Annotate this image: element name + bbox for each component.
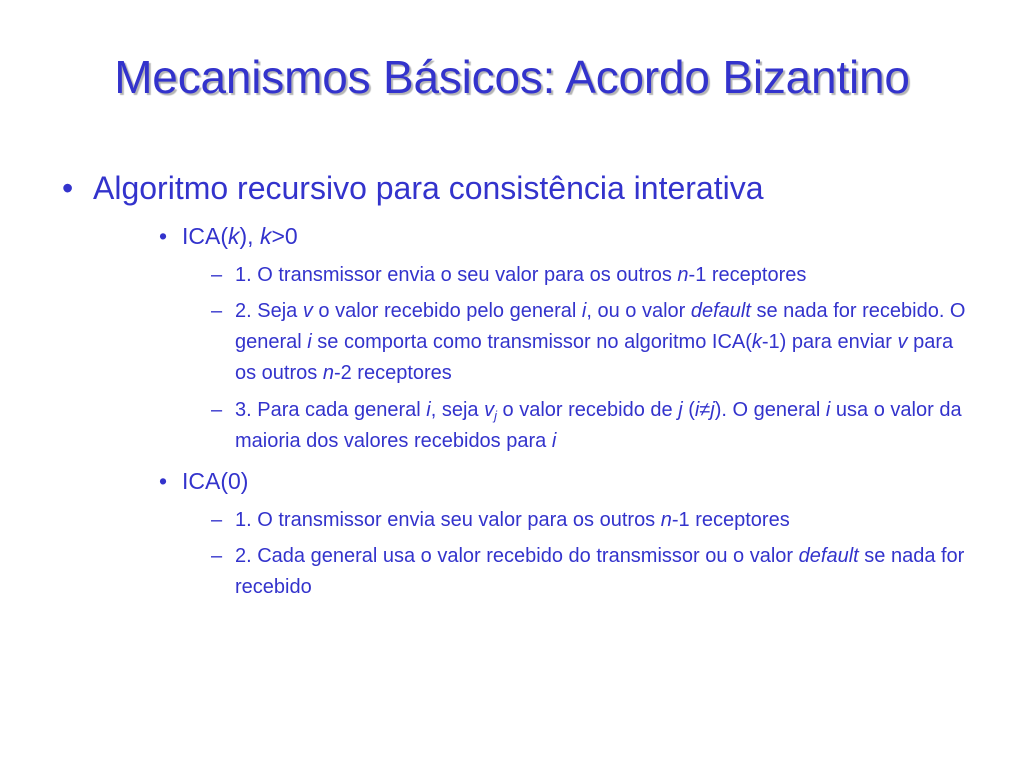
- dash-icon: –: [211, 300, 223, 322]
- bullet-ica-0-text: ICA(0): [182, 468, 249, 494]
- ica-k-step-1-text: 1. O transmissor envia o seu valor para os outros n-1 receptores: [235, 264, 807, 286]
- dash-icon: –: [211, 264, 223, 286]
- ica-0-step-1-text: 1. O transmissor envia seu valor para os outros n-1 receptores: [235, 509, 790, 531]
- ica-0-step-2-text: 2. Cada general usa o valor recebido do transmissor ou o valor default se nada for recebido: [235, 545, 965, 598]
- ica-k-step-3-text: 3. Para cada general i, seja $v_j$ o valor recebido de j (i≠j). O general i usa o valor da maioria dos valores recebidos para i: [235, 399, 962, 452]
- ica-k-step-1: [211, 260, 971, 291]
- dash-icon: –: [211, 509, 223, 531]
- bullet-ica-k-text: ICA(k), k>0: [182, 223, 298, 249]
- ica-0-step-2: [211, 541, 971, 603]
- ica-0-step-1: [211, 505, 971, 536]
- ica-k-step-3: [211, 395, 971, 457]
- ica-k-step-2: [211, 296, 971, 389]
- bullet-icon: •: [62, 170, 74, 206]
- ica-k-step-2-text: 2. Seja v o valor recebido pelo general i, ou o valor default se nada for recebido. O general i se comporta como transmissor no algoritmo ICA(k-1) para enviar v para os outros n-2 receptores: [235, 300, 966, 384]
- bullet-icon: •: [159, 223, 168, 249]
- slide-title: Mecanismos Básicos: Acordo Bizantino: [114, 51, 910, 103]
- bullet-icon: •: [159, 468, 168, 494]
- bullet-level1-text: Algoritmo recursivo para consistência interativa: [93, 170, 764, 206]
- dash-icon: –: [211, 545, 223, 567]
- dash-icon: –: [211, 399, 223, 421]
